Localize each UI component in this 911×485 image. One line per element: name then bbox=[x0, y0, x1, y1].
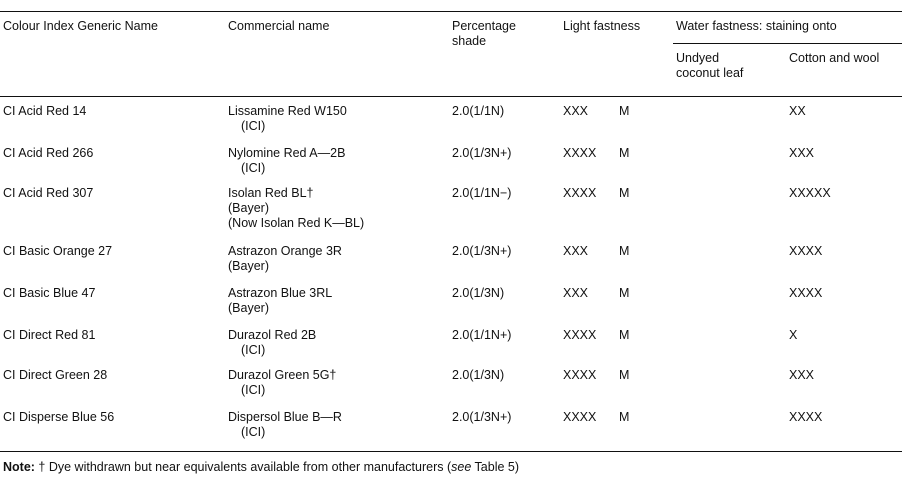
light-fastness-grade: M bbox=[619, 328, 630, 342]
generic-name-cell: CI Direct Green 28 bbox=[3, 368, 108, 382]
percentage-shade-cell: 2.0(1/3N+) bbox=[452, 244, 512, 258]
percentage-shade-cell: 2.0(1/3N+) bbox=[452, 146, 512, 160]
commercial-name-cell bbox=[228, 146, 345, 176]
light-fastness-grade: M bbox=[619, 410, 630, 424]
light-fastness-cell: XXX bbox=[563, 244, 589, 258]
header-percentage-shade bbox=[452, 19, 516, 49]
light-fastness-grade: M bbox=[619, 286, 630, 300]
light-fastness-cell: XXXX bbox=[563, 146, 597, 160]
commercial-name-cell bbox=[228, 104, 347, 134]
cotton-and-wool-cell: X bbox=[789, 328, 798, 342]
header-cotton-and-wool: Cotton and wool bbox=[789, 51, 880, 65]
header-undyed-line2: coconut leaf bbox=[676, 66, 744, 80]
footnote-text: † Dye withdrawn but near equivalents available from other manufacturers ( bbox=[34, 460, 452, 474]
header-undyed-coconut-leaf bbox=[676, 51, 743, 81]
light-fastness-cell: XXXX bbox=[563, 368, 597, 382]
manufacturer-note: (Now Isolan Red K—BL) bbox=[228, 216, 365, 230]
percentage-shade-cell: 2.0(1/3N) bbox=[452, 286, 505, 300]
cotton-and-wool-cell: XX bbox=[789, 104, 806, 118]
commercial-name-cell bbox=[228, 368, 336, 398]
manufacturer: (ICI) bbox=[241, 383, 266, 397]
commercial-name-cell bbox=[228, 286, 332, 316]
commercial-name-cell bbox=[228, 328, 316, 358]
footnote-label: Note: bbox=[3, 460, 35, 474]
generic-name-cell: CI Acid Red 266 bbox=[3, 146, 94, 160]
generic-name-cell: CI Basic Blue 47 bbox=[3, 286, 96, 300]
light-fastness-grade: M bbox=[619, 244, 630, 258]
table-header-rule bbox=[0, 96, 902, 97]
generic-name-cell: CI Disperse Blue 56 bbox=[3, 410, 115, 424]
manufacturer: (ICI) bbox=[241, 425, 266, 439]
light-fastness-cell: XXXX bbox=[563, 328, 597, 342]
commercial-name-cell bbox=[228, 410, 342, 440]
light-fastness-grade: M bbox=[619, 104, 630, 118]
percentage-shade-cell: 2.0(1/3N) bbox=[452, 368, 505, 382]
commercial-name-cell bbox=[228, 186, 364, 231]
header-undyed-line1: Undyed bbox=[676, 51, 720, 65]
header-percentage-shade-line2: shade bbox=[452, 34, 487, 48]
commercial-name: Nylomine Red A—2B bbox=[228, 146, 346, 160]
percentage-shade-cell: 2.0(1/1N−) bbox=[452, 186, 512, 200]
header-commercial-name: Commercial name bbox=[228, 19, 330, 33]
commercial-name: Astrazon Orange 3R bbox=[228, 244, 342, 258]
header-sub-rule bbox=[673, 43, 902, 44]
generic-name-cell: CI Acid Red 14 bbox=[3, 104, 87, 118]
light-fastness-grade: M bbox=[619, 368, 630, 382]
percentage-shade-cell: 2.0(1/3N+) bbox=[452, 410, 512, 424]
percentage-shade-cell: 2.0(1/1N+) bbox=[452, 328, 512, 342]
footnote-see: see bbox=[451, 460, 472, 474]
footnote-ref: Table 5) bbox=[471, 460, 520, 474]
cotton-and-wool-cell: XXX bbox=[789, 368, 815, 382]
light-fastness-grade: M bbox=[619, 186, 630, 200]
commercial-name: Astrazon Blue 3RL bbox=[228, 286, 333, 300]
header-water-fastness: Water fastness: staining onto bbox=[676, 19, 837, 33]
generic-name-cell: CI Direct Red 81 bbox=[3, 328, 96, 342]
cotton-and-wool-cell: XXXX bbox=[789, 286, 823, 300]
header-generic-name: Colour Index Generic Name bbox=[3, 19, 158, 33]
light-fastness-grade: M bbox=[619, 146, 630, 160]
commercial-name: Lissamine Red W150 bbox=[228, 104, 347, 118]
manufacturer: (ICI) bbox=[241, 343, 266, 357]
cotton-and-wool-cell: XXX bbox=[789, 146, 815, 160]
light-fastness-cell: XXXX bbox=[563, 410, 597, 424]
generic-name-cell: CI Acid Red 307 bbox=[3, 186, 94, 200]
light-fastness-cell: XXX bbox=[563, 286, 589, 300]
cotton-and-wool-cell: XXXX bbox=[789, 410, 823, 424]
percentage-shade-cell: 2.0(1/1N) bbox=[452, 104, 505, 118]
light-fastness-cell: XXXX bbox=[563, 186, 597, 200]
commercial-name: Isolan Red BL† bbox=[228, 186, 314, 200]
manufacturer: (Bayer) bbox=[228, 259, 269, 273]
cotton-and-wool-cell: XXXX bbox=[789, 244, 823, 258]
manufacturer: (ICI) bbox=[241, 119, 266, 133]
light-fastness-cell: XXX bbox=[563, 104, 589, 118]
manufacturer: (ICI) bbox=[241, 161, 266, 175]
commercial-name: Durazol Green 5G† bbox=[228, 368, 337, 382]
commercial-name-cell bbox=[228, 244, 342, 274]
manufacturer: (Bayer) bbox=[228, 201, 269, 215]
manufacturer: (Bayer) bbox=[228, 301, 269, 315]
table-footnote bbox=[3, 460, 519, 474]
generic-name-cell: CI Basic Orange 27 bbox=[3, 244, 113, 258]
commercial-name: Dispersol Blue B—R bbox=[228, 410, 342, 424]
table-bottom-rule bbox=[0, 451, 902, 452]
cotton-and-wool-cell: XXXXX bbox=[789, 186, 831, 200]
table-top-rule bbox=[0, 11, 902, 12]
header-percentage-shade-line1: Percentage bbox=[452, 19, 516, 33]
header-light-fastness: Light fastness bbox=[563, 19, 641, 33]
commercial-name: Durazol Red 2B bbox=[228, 328, 317, 342]
